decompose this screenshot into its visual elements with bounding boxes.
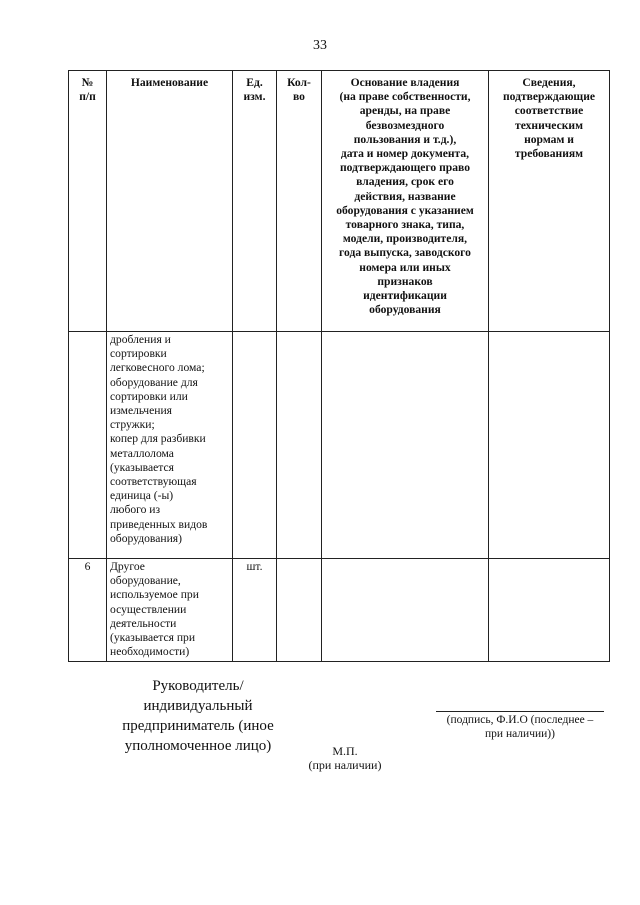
table-row	[69, 332, 610, 559]
page-number: 33	[313, 38, 327, 53]
equipment-table	[68, 70, 610, 662]
signature-line[interactable]	[436, 711, 604, 712]
row-qty-cell[interactable]	[277, 332, 322, 559]
row-basis-cell[interactable]	[322, 559, 489, 662]
row-num-cell: 6	[69, 559, 107, 662]
row-unit-cell: шт.	[233, 559, 277, 662]
table-header-row	[69, 71, 610, 332]
header-compliance-info: Сведения, подтверждающие соответствие техническим нормам и требованиям	[489, 71, 610, 332]
row-unit-cell	[233, 332, 277, 559]
signatory-title: Руководитель/ индивидуальный предприниматель (иное уполномоченное лицо)	[122, 678, 274, 754]
row-info-cell[interactable]	[489, 559, 610, 662]
row-name-cell: дробления и сортировки легковесного лома; оборудование для сортировки или измельчения стружки; копер для разбивки металлолома (указывается соответствующая единица (-ы) любого из приведенных видов оборудования)	[107, 332, 233, 559]
table-row	[69, 559, 610, 662]
signature-caption: (подпись, Ф.И.О (последнее – при наличии))	[446, 714, 594, 740]
header-unit: Ед. изм.	[233, 71, 277, 332]
row-basis-cell[interactable]	[322, 332, 489, 559]
stamp-place-label: М.П. (при наличии)	[308, 744, 382, 772]
row-name-cell: Другое оборудование, используемое при осуществлении деятельности (указывается при необходимости)	[107, 559, 233, 662]
row-num-cell	[69, 332, 107, 559]
header-name: Наименование	[107, 71, 233, 332]
row-info-cell[interactable]	[489, 332, 610, 559]
header-ownership-basis: Основание владения (на праве собственности, аренды, на праве безвозмездного пользования и т.д.), дата и номер документа, подтверждающего право владения, срок его действия, название оборудования с указанием товарного знака, типа, модели, производителя, года выпуска, заводского номера или иных признаков идентификации оборудования	[322, 71, 489, 332]
row-qty-cell[interactable]	[277, 559, 322, 662]
header-num: № п/п	[69, 71, 107, 332]
header-qty: Кол- во	[277, 71, 322, 332]
